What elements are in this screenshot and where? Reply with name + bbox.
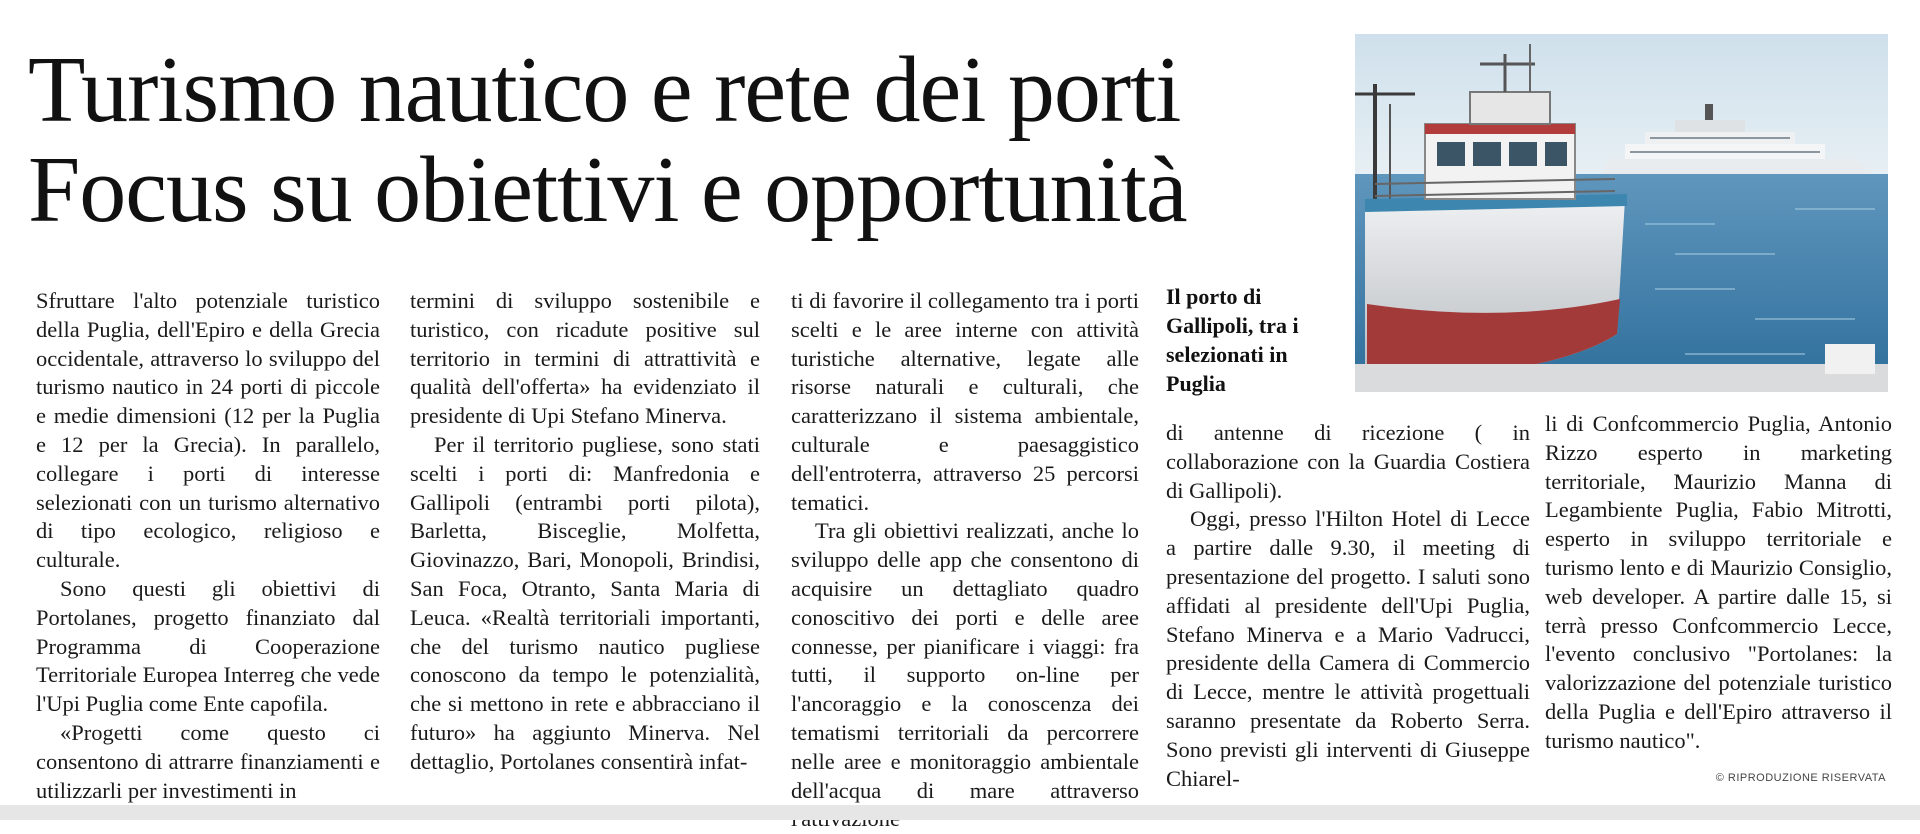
article-column-4 [1166, 419, 1530, 793]
paragraph: Oggi, presso l'Hilton Hotel di Lecce a partire dalle 9.30, il meeting di presentazione del progetto. I saluti sono affidati al presidente dell'Upi Puglia, Stefano Minerva e a Mario Vadrucci, presidente della Camera di Commercio di Lecce, mentre le attività progettuali saranno presentate da Roberto Serra. Sono previsti gli interventi di Giuseppe Chiarel- [1166, 506, 1530, 791]
paragraph: Tra gli obiettivi realizzati, anche lo sviluppo delle app che consentono di acquisire un dettagliato quadro conoscitivo dei porti e delle aree connesse, per pianificare i viaggi: fra tutti, il supporto on-line per l'ancoraggio e la conoscenza dei tematismi territoriali da percorrere nelle aree e monitoraggio ambientale dell'acqua di mare attraverso [791, 518, 1139, 803]
paragraph: Per il territorio pugliese, sono stati scelti i porti di: Manfredonia e Gallipoli (entrambi porti pilota), Barletta, Bisceglie, Molfetta, Giovinazzo, Bari, Monopoli, Brindisi, San Foca, Otranto, Santa Maria di Leuca. «Realtà territoriali importanti, che del turismo nautico pugliese conoscono da tempo le potenzialità, che si mettono in rete e abbracciano il futuro» ha aggiunto Minerva. Nel dettaglio, Portolanes consentirà infat- [410, 431, 760, 774]
paragraph: li di Confcommercio Puglia, Antonio Rizzo esperto in marketing territoriale, Maurizio Manna di Legambiente Puglia, Fabio Mitrotti, esperto in sviluppo territoriale e turismo lento e di Maurizio Consiglio, web developer. A partire dalle 15, si terrà presso Confcommercio Lecce, l'evento conclusivo "Portolanes: la valorizzazione del potenziale turistico della Puglia e dell'Epiro attraverso il turismo nautico". [1545, 411, 1892, 753]
paragraph: di antenne di ricezione ( in collaborazione con la Guardia Costiera di Gallipoli). [1166, 420, 1530, 503]
paragraph: Sfruttare l'alto potenziale turistico della Puglia, dell'Epiro e della Grecia occidentale, attraverso lo sviluppo del turismo nautico in 24 porti di piccole e medie dimensioni (12 per la Puglia e 12 per la Grecia). In parallelo, collegare i porti di interesse selezionati con un turismo alternativo di tipo ecologico, religioso e culturale. [36, 288, 380, 573]
article-headline [28, 40, 1187, 240]
headline-line-1: Turismo nautico e rete dei porti [28, 38, 1181, 142]
article-column-3 [791, 287, 1139, 834]
copyright-notice: © RIPRODUZIONE RISERVATA [1715, 772, 1886, 784]
paragraph: Sono questi gli obiettivi di Portolanes, progetto finanziato dal Programma di Cooperazione Territoriale Europea Interreg che vede l'Upi Puglia come Ente capofila. [36, 575, 380, 717]
article-column-5 [1545, 410, 1892, 756]
paragraph: ti di favorire il collegamento tra i porti scelti e le aree interne con attività turistiche alternative, legate alle risorse naturali e culturali, che caratterizzano il sistema ambientale, culturale e paesaggistico dell'entroterra, attraverso 25 percorsi tematici. [791, 288, 1139, 515]
headline-line-2: Focus su obiettivi e opportunità [28, 138, 1187, 242]
article-column-1 [36, 287, 380, 805]
article-column-2 [410, 287, 760, 777]
photo-caption: Il porto di Gallipoli, tra i selezionati in Puglia [1166, 284, 1299, 396]
paragraph: «Progetti come questo ci consentono di attrarre finanziamenti e utilizzarli per investimenti in [36, 719, 380, 803]
gallipoli-port-photo [1355, 34, 1888, 392]
paragraph: termini di sviluppo sostenibile e turistico, con ricadute positive sul territorio in termini di attrattività e qualità dell'offerta» ha evidenziato il presidente di Upi Stefano Minerva. [410, 288, 760, 429]
page-bottom-divider [0, 805, 1920, 820]
